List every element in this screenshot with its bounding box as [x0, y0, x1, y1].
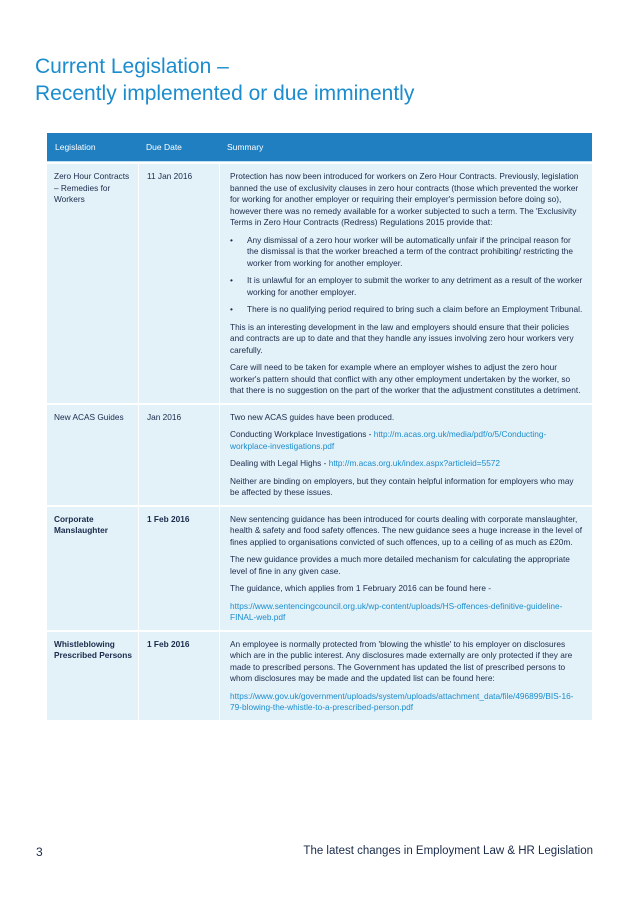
list-item [230, 275, 584, 298]
header-legislation: Legislation [55, 142, 96, 152]
legislation-cell: Corporate Manslaughter [54, 513, 108, 535]
summary-paragraph: Two new ACAS guides have been produced. [230, 411, 395, 422]
acas-investigations-link[interactable]: http://m.acas.org.uk/media/pdf/o/5/Conducting-workplace-investigations.pdf [230, 429, 547, 451]
page-number: 3 [36, 845, 43, 859]
summary-paragraph: This is an interesting development in the law and employers should ensure that their policies and contracts are up to date and that they handle any issues involving zero hour workers very carefully. [230, 321, 574, 355]
summary-paragraph: An employee is normally protected from 'blowing the whistle' to his employer on disclosures which are in the public interest. Any disclosures made externally are only protected if they are made to prescribed persons. The Government has updated the list of prescribed persons to whom disclosures may be made and the updated list can be found here: [230, 638, 573, 683]
summary-cell [219, 164, 592, 403]
bullet-icon: • [230, 304, 233, 314]
summary-cell [219, 507, 592, 630]
summary-paragraph: New sentencing guidance has been introduced for courts dealing with corporate manslaughter, health & safety and food safety offences. The new guidance sees a huge increase in the level of fines applied to organisations convicted of such offences, up to a ceiling of as much as £20m. [230, 513, 583, 547]
legislation-cell: New ACAS Guides [54, 411, 124, 422]
footer-title: The latest changes in Employment Law & HR Legislation [303, 845, 593, 857]
table-row [47, 162, 592, 403]
page-title-line-1: Current Legislation – [35, 55, 229, 78]
sentencing-guideline-link[interactable]: https://www.sentencingcouncil.org.uk/wp-content/uploads/HS-offences-definitive-guideline-FINAL-web.pdf [230, 600, 563, 622]
summary-paragraph: The new guidance provides a much more detailed mechanism for calculating the appropriate level of fine in any given case. [230, 554, 570, 576]
header-summary: Summary [227, 142, 264, 152]
summary-paragraph: Neither are binding on employers, but they contain helpful information for employers who may be affected by these issues. [230, 475, 574, 497]
link-label: Dealing with Legal Highs - [230, 458, 329, 468]
summary-paragraph: Protection has now been introduced for workers on Zero Hour Contracts. Previously, legislation banned the use of exclusivity clauses in zero hour contracts (those which prevented the worker for working for another employer or requiring their employer's permission before doing so), however there was no remedy available for a worker subjected to such a term. The 'Exclusivity Terms in Zero Hour Contracts (Redress) Regulations 2015 provide that: [230, 171, 579, 227]
bullet-text: It is unlawful for an employer to submit the worker to any detriment as a result of the worker working for another employer. [247, 275, 583, 297]
summary-paragraph [230, 691, 584, 714]
bullet-list [230, 235, 584, 316]
legislation-cell: Zero Hour Contracts – Remedies for Workers [54, 171, 130, 204]
summary-paragraph: Care will need to be taken for example where an employer wishes to adjust the zero hour worker's pattern should that conflict with any other employment undertaken by the worker, so that there is no suggestion on the part of the worker that the adjustment constitutes a detriment. [230, 362, 581, 395]
table-row [47, 630, 592, 720]
table-row [47, 403, 592, 505]
link-label: Conducting Workplace Investigations - [230, 429, 374, 439]
page-title [35, 53, 414, 107]
list-item [230, 304, 584, 316]
summary-paragraph [230, 458, 584, 470]
header-due-date: Due Date [146, 142, 182, 152]
summary-paragraph [230, 429, 584, 452]
bullet-icon: • [230, 234, 233, 245]
whistleblowing-list-link[interactable]: https://www.gov.uk/government/uploads/system/uploads/attachment_data/file/496899/BIS-16-79-blowing-the-whistle-to-a-prescribed-person.pdf [230, 690, 574, 712]
legislation-table [47, 133, 592, 720]
table-header [47, 133, 592, 162]
summary-cell [219, 405, 592, 505]
date-cell: 1 Feb 2016 [138, 507, 219, 630]
list-item [230, 235, 584, 270]
page-title-line-2: Recently implemented or due imminently [35, 82, 415, 105]
bullet-text: Any dismissal of a zero hour worker will be automatically unfair if the principal reason for the dismissal is that the worker breached a term of the contract prohibiting/ restricting the worker from working for another employer. [247, 234, 574, 268]
date-cell: 11 Jan 2016 [138, 164, 219, 403]
date-cell: 1 Feb 2016 [138, 632, 219, 720]
summary-paragraph: The guidance, which applies from 1 February 2016 can be found here - [230, 583, 492, 593]
acas-legal-highs-link[interactable]: http://m.acas.org.uk/index.aspx?articleid=5572 [328, 458, 501, 468]
table-row [47, 505, 592, 630]
summary-cell [219, 632, 592, 720]
date-cell: Jan 2016 [138, 405, 219, 505]
summary-paragraph [230, 601, 584, 624]
legislation-cell: Whistleblowing Prescribed Persons [54, 638, 132, 660]
bullet-text: There is no qualifying period required to bring such a claim before an Employment Tribunal. [247, 304, 583, 314]
bullet-icon: • [230, 275, 233, 285]
